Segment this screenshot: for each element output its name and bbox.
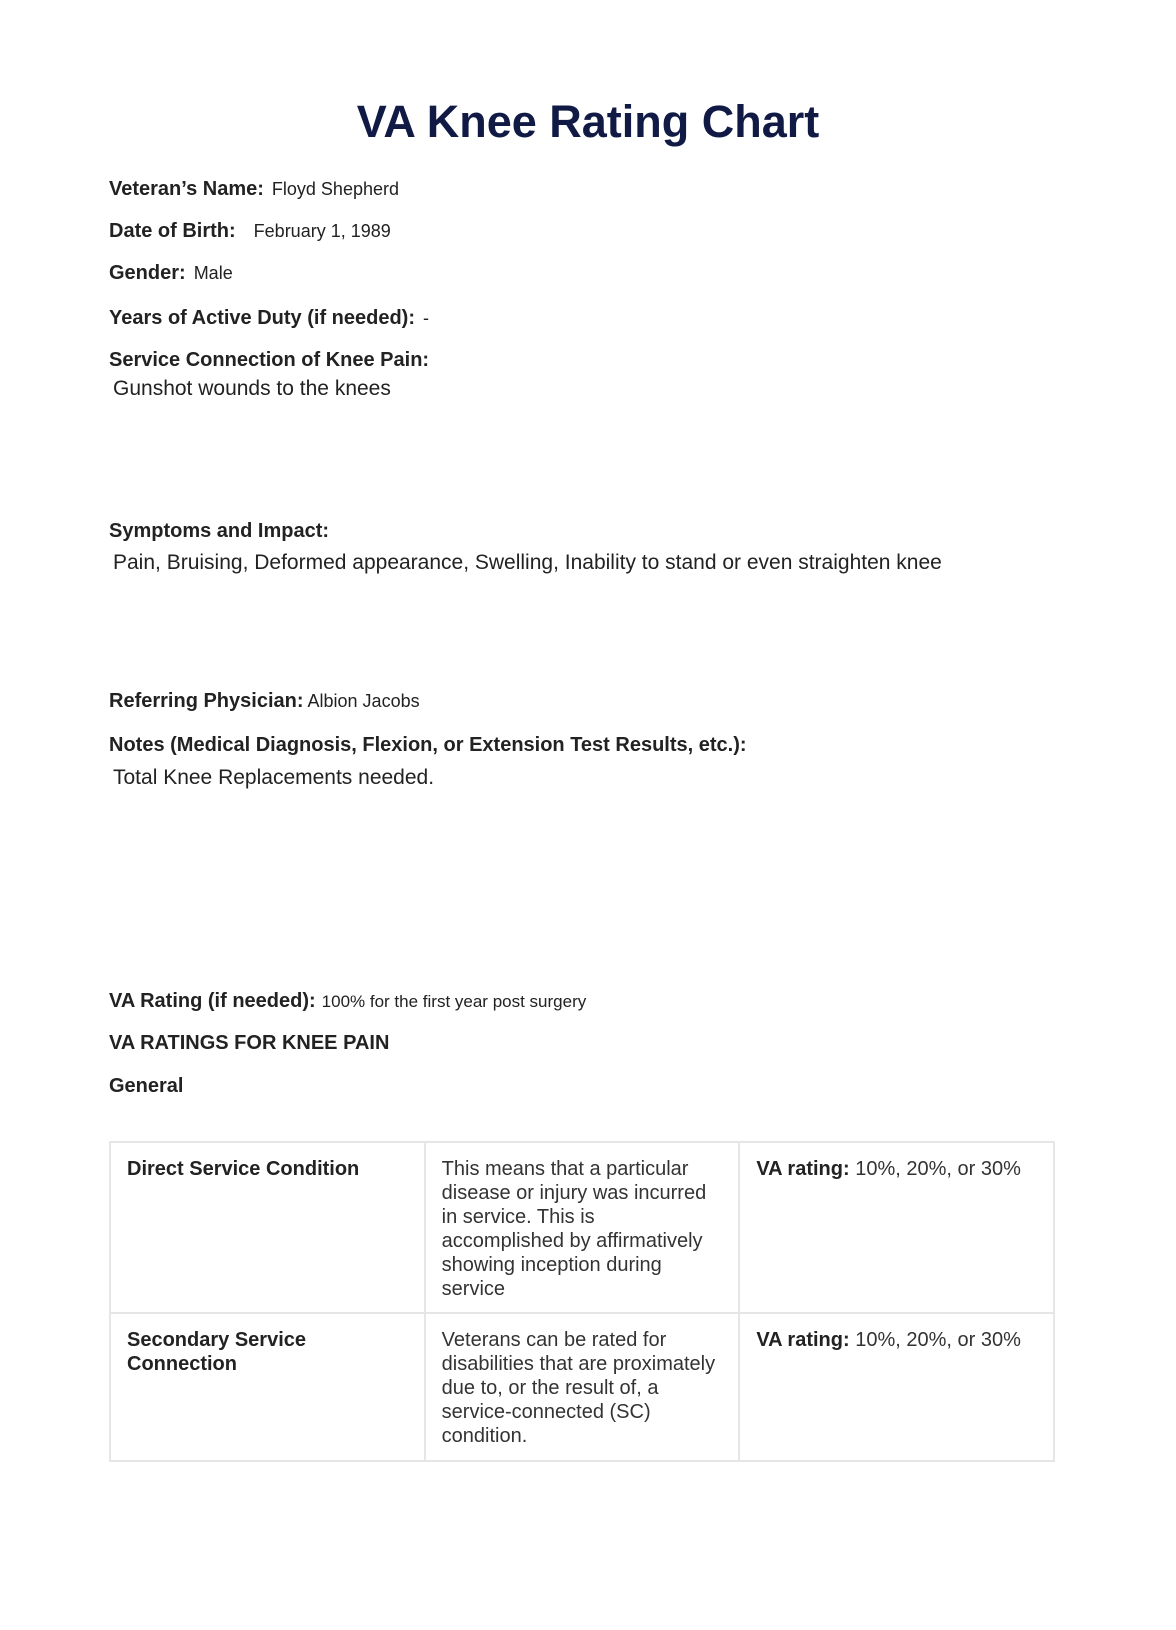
field-value: Albion Jacobs	[307, 691, 420, 711]
description-cell: Veterans can be rated for disabilities that are proximately due to, or the result of, a service-connected (SC) condition.	[425, 1313, 740, 1461]
subsection-title: General	[109, 1075, 184, 1097]
field-value: 100% for the first year post surgery	[321, 992, 587, 1011]
field-label-symptoms: Symptoms and Impact:	[109, 520, 330, 542]
field-date-of-birth	[109, 220, 391, 243]
table-row	[110, 1142, 1054, 1313]
condition-cell: Secondary Service Connection	[110, 1313, 425, 1461]
description-cell: This means that a particular disease or injury was incurred in service. This is accomplished by affirmatively showing inception during service	[425, 1142, 740, 1313]
field-label: Gender:	[109, 262, 186, 284]
field-label: Referring Physician:	[109, 690, 304, 712]
field-value: Floyd Shepherd	[271, 179, 399, 199]
field-value-service-connection: Gunshot wounds to the knees	[113, 377, 391, 400]
field-years-active-duty	[109, 307, 429, 330]
condition-cell: Direct Service Condition	[110, 1142, 425, 1313]
rating-label: VA rating:	[756, 1158, 850, 1180]
rating-cell	[739, 1142, 1054, 1313]
field-gender	[109, 262, 233, 285]
field-value: -	[423, 308, 429, 328]
field-va-rating	[109, 990, 586, 1013]
field-value-symptoms: Pain, Bruising, Deformed appearance, Swelling, Inability to stand or even straighten knee	[113, 551, 942, 574]
section-title: VA RATINGS FOR KNEE PAIN	[109, 1032, 390, 1054]
field-label: Veteran’s Name:	[109, 178, 264, 200]
table-row	[110, 1313, 1054, 1461]
page-title: VA Knee Rating Chart	[356, 96, 820, 147]
field-label-notes: Notes (Medical Diagnosis, Flexion, or Extension Test Results, etc.):	[109, 734, 747, 756]
field-value-notes: Total Knee Replacements needed.	[113, 766, 435, 789]
field-value: February 1, 1989	[253, 221, 391, 241]
field-label: Years of Active Duty (if needed):	[109, 307, 415, 329]
field-value: Male	[193, 263, 233, 283]
field-label-service-connection: Service Connection of Knee Pain:	[109, 349, 430, 371]
rating-label: VA rating:	[756, 1329, 850, 1351]
field-label: Date of Birth:	[109, 220, 236, 242]
rating-cell	[739, 1313, 1054, 1461]
field-label: VA Rating (if needed):	[109, 990, 316, 1012]
rating-value: 10%, 20%, or 30%	[855, 1329, 1021, 1351]
field-referring-physician	[109, 690, 420, 713]
rating-value: 10%, 20%, or 30%	[855, 1158, 1021, 1180]
field-veteran-name	[109, 178, 399, 201]
ratings-table	[109, 1141, 1055, 1462]
